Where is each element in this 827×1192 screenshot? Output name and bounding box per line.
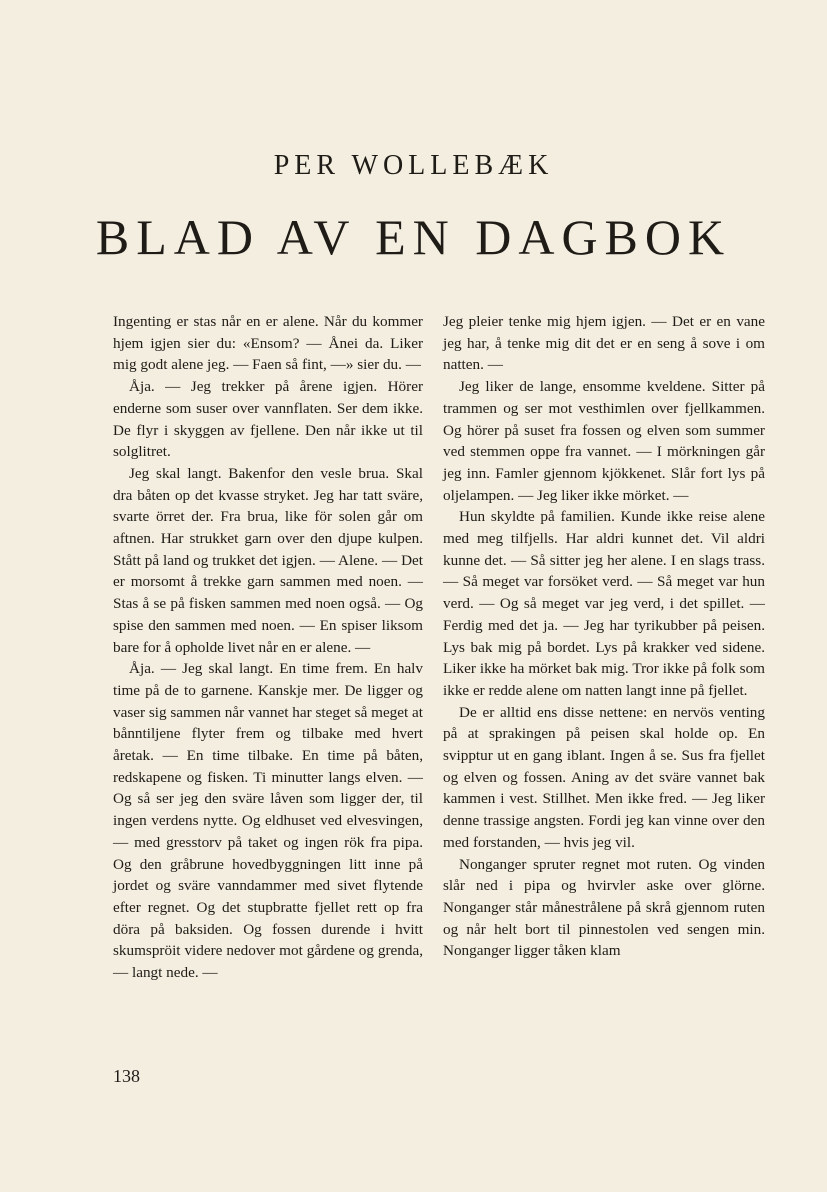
paragraph: Åja. — Jeg trekker på årene igjen. Hörer enderne som suser over vannflaten. Ser dem ikke. De flyr i skyggen av fjellene. Den når ikke ut til solglitret. bbox=[113, 378, 423, 461]
paragraph: Jeg skal langt. Bakenfor den vesle brua. Skal dra båten op det kvasse stryket. Jeg har tatt sväre, svarte örret der. Fra brua, like för solen går om aftnen. Har strukket garn over den djupe kulpen. Stått på land og trukket det igjen. — Alene. — Det er morsomt å trekke garn sammen med noen. — Stas å se på fisken sammen med noen også. — Og spise den sammen med noen. — En spiser liksom bare for å opholde livet når en er alene. — bbox=[113, 464, 423, 656]
page-number: 138 bbox=[113, 1066, 140, 1086]
chapter-title: BLAD AV EN DAGBOK bbox=[95, 209, 732, 265]
paragraph: Nonganger spruter regnet mot ruten. Og vinden slår ned i pipa og hvirvler aske over glörne. Nonganger står månestrålene på skrå gjennom ruten og når helt bort til pinnestolen ved sengen min. Nonganger ligger tåken klam bbox=[443, 855, 765, 960]
paragraph: Åja. — Jeg skal langt. En time frem. En halv time på de to garnene. Kanskje mer. De ligger og vaser sig sammen når vannet har steget så meget at bånntiljene flyter frem og tilbake med hvert åretak. — En time tilbake. En time på båten, redskapene og fisken. Ti minutter langs elven. — Og så ser jeg den sväre låven som ligger der, til ingen verdens nytte. Og eldhuset ved elvesvingen, — med gresstorv på taket og ingen rök fra pipa. Og den gråbrune hovedbyggningen litt inne på jordet og sväre vanndammer med sivet flytende efter regnet. Og det stupbratte fjellet rett op fra döra på baksiden. Og fossen durende i hvitt skumspröit videre nedover mot gårdene og grenda, — langt nede. — bbox=[113, 660, 423, 982]
paragraph: Hun skyldte på familien. Kunde ikke reise alene med meg tilfjells. Har aldri kunnet det. Vil aldri kunne det. — Så sitter jeg her alene. I en slags trass. — Så meget var forsöket verd. — Så meget var hun verd. — Og så meget var jeg verd, i det spillet. — Ferdig med det ja. — Jeg har tyrikubber på peisen. Lys bak mig på bordet. Lys på krakker ved sidene. Liker ikke ha mörket bak mig. Tror ikke på folk som ikke er redde alene om natten langt inne på fjellet. bbox=[443, 508, 765, 699]
paragraph: De er alltid ens disse nettene: en nervös venting på at sprakingen på peisen skal holde op. En svipptur ut en gang iblant. Ingen å se. Sus fra fjellet og elven og fossen. Aning av det sväre vannet bak kammen i vest. Stillhet. Men ikke fred. — Jeg liker denne trassige angsten. Fordi jeg kan vinne over den med forstanden, — hvis jeg vil. bbox=[443, 703, 765, 851]
paragraph: Ingenting er stas når en er alene. Når du kommer hjem igjen sier du: «Ensom? — Ånei da. Liker mig godt alene jeg. — Faen så fint, —» sier du. — bbox=[113, 313, 423, 374]
right-column bbox=[443, 311, 765, 962]
author-heading: PER WOLLEBÆK bbox=[273, 150, 554, 181]
paragraph: Jeg liker de lange, ensomme kveldene. Sitter på trammen og ser mot vesthimlen over fjellkammen. Og hörer på suset fra fossen og elven som summer ved stemmen oppe fra vannet. — I mörkningen går jeg inn. Famler gjennom kjökkenet. Slår fort lys på oljelampen. — Jeg liker ikke mörket. — bbox=[443, 378, 765, 504]
paragraph: Jeg pleier tenke mig hjem igjen. — Det er en vane jeg har, å tenke mig dit det er en seng å sove i om natten. — bbox=[443, 313, 765, 374]
left-column bbox=[113, 311, 423, 984]
